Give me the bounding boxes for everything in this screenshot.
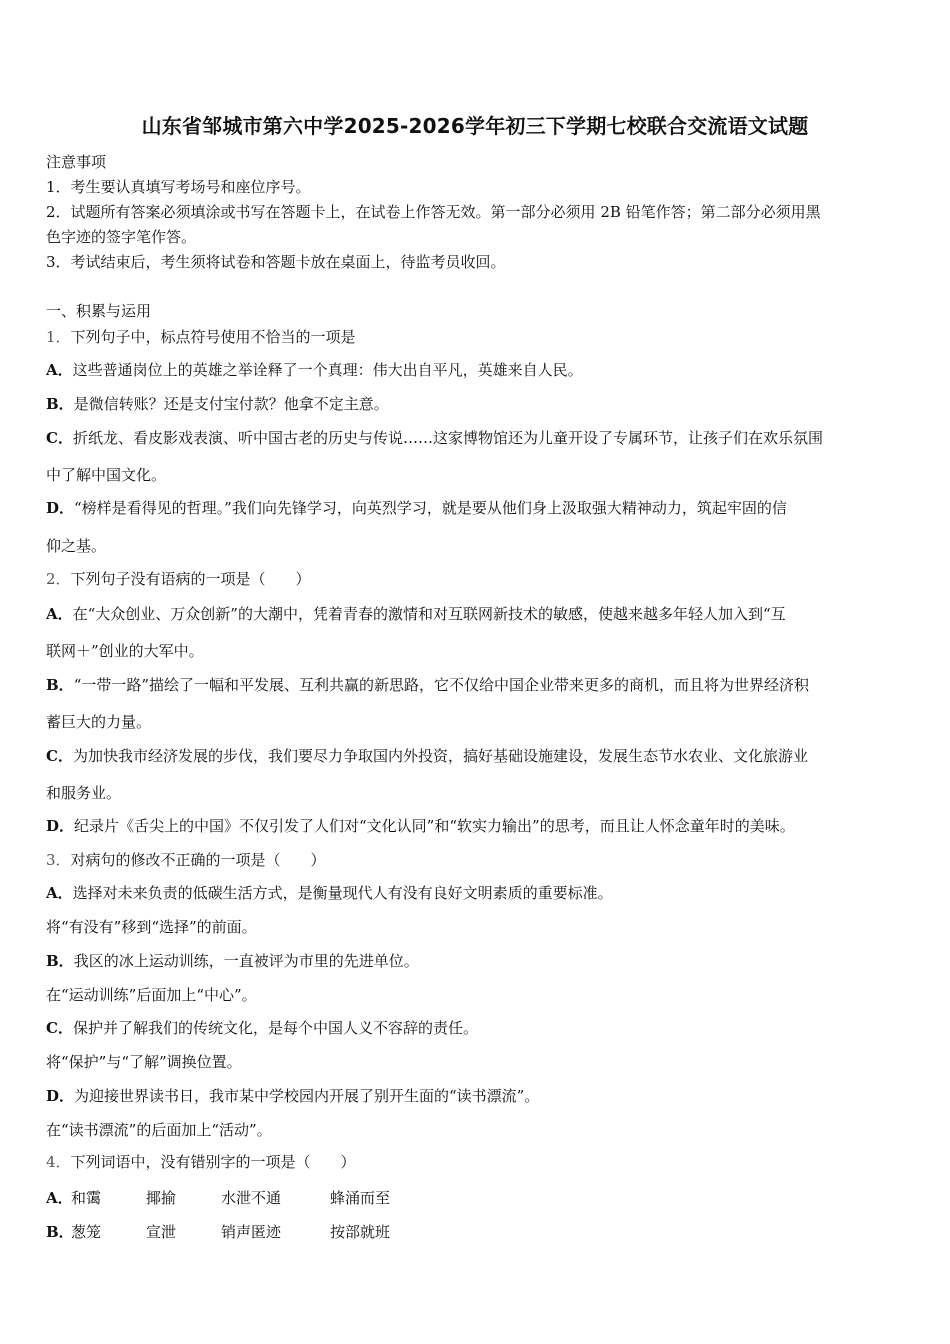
option-text: 折纸龙、看皮影戏表演、听中国古老的历史与传说……这家博物馆还为儿童开设了专属环节，让孩子们在欢乐氛围 — [72, 429, 823, 447]
option-label: B． — [46, 395, 74, 413]
q1-option-c-cont: 中了解中国文化。 — [46, 466, 167, 484]
q2-option-c — [46, 745, 908, 767]
question-number: 3． — [46, 851, 71, 869]
option-label: A． — [46, 884, 73, 902]
option-text: 为加快我市经济发展的步伐，我们要尽力争取国内外投资，搞好基础设施建设，发展生态节水农业、文化旅游业 — [72, 747, 808, 765]
option-label: D． — [46, 499, 75, 517]
page-title: 山东省邹城市第六中学2025-2026学年初三下学期七校联合交流语文试题 — [141, 114, 809, 138]
q2-option-a — [46, 603, 908, 625]
q1-option-d-cont: 仰之基。 — [46, 537, 107, 555]
option-label: C． — [46, 747, 73, 765]
option-text: 选择对未来负责的低碳生活方式，是衡量现代人有没有良好文明素质的重要标准。 — [72, 884, 613, 902]
question-text: 下列词语中，没有错别字的一项是（ ） — [70, 1153, 356, 1171]
option-text: 为迎接世界读书日，我市某中学校园内开展了别开生面的“读书漂流”。 — [74, 1087, 540, 1105]
q2-option-b-cont: 蓄巨大的力量。 — [46, 713, 152, 731]
q2-option-a-cont: 联网＋”创业的大军中。 — [46, 642, 204, 660]
option-label: A． — [46, 605, 73, 623]
q3-option-a — [46, 882, 908, 904]
option-label: C． — [46, 429, 73, 447]
question-1-stem — [46, 326, 908, 348]
option-text: “一带一路”描绘了一幅和平发展、互利共赢的新思路，它不仅给中国企业带来更多的商机，而且将为世界经济积 — [73, 676, 810, 694]
option-word: 宣泄 — [146, 1223, 177, 1241]
option-word: 葱笼 — [71, 1223, 102, 1241]
q1-option-c — [46, 427, 908, 449]
section-heading: 一、积累与运用 — [46, 302, 152, 320]
option-text: 纪录片《舌尖上的中国》不仅引发了人们对“文化认同”和“软实力输出”的思考，而且让人怀念童年时的美味。 — [74, 817, 795, 835]
option-label: C． — [46, 1019, 73, 1037]
notice-item: 2．试题所有答案必须填涂或书写在答题卡上，在试卷上作答无效。第一部分必须用 2B 铅笔作答；第二部分必须用黑 — [46, 203, 821, 221]
question-text: 下列句子中，标点符号使用不恰当的一项是 — [70, 328, 356, 346]
notice-item: 3．考试结束后，考生须将试卷和答题卡放在桌面上，待监考员收回。 — [46, 253, 506, 271]
option-text: “榜样是看得见的哲理。”我们向先锋学习，向英烈学习，就是要从他们身上汲取强大精神动力，筑起牢固的信 — [74, 499, 787, 517]
q3-option-b — [46, 950, 908, 972]
option-label: A． — [46, 1189, 73, 1207]
q3-option-b-fix: 在“运动训练”后面加上“中心”。 — [46, 986, 257, 1004]
q3-option-d-fix: 在“读书漂流”的后面加上“活动”。 — [46, 1121, 272, 1139]
q1-option-b — [46, 393, 908, 415]
q3-option-d — [46, 1085, 908, 1107]
question-3-stem — [46, 849, 908, 871]
option-word: 按部就班 — [330, 1223, 391, 1241]
q2-option-d — [46, 815, 908, 837]
q1-option-d — [46, 497, 908, 519]
q3-option-a-fix: 将“有没有”移到“选择”的前面。 — [46, 918, 257, 936]
option-label: B． — [46, 676, 74, 694]
option-label: A． — [46, 361, 73, 379]
option-word: 销声匿迹 — [221, 1223, 282, 1241]
option-text: 在“大众创业、万众创新”的大潮中，凭着青春的激情和对互联网新技术的敏感，使越来越多年轻人加入到“互 — [72, 605, 786, 623]
option-label: B． — [46, 1223, 74, 1241]
q4-option-b — [46, 1221, 908, 1243]
q2-option-b — [46, 674, 908, 696]
notice-heading: 注意事项 — [46, 153, 107, 171]
notice-item: 1．考生要认真填写考场号和座位序号。 — [46, 178, 311, 196]
question-text: 下列句子没有语病的一项是（ ） — [70, 570, 311, 588]
option-word: 水泄不通 — [221, 1189, 282, 1207]
option-text: 这些普通岗位上的英雄之举诠释了一个真理：伟大出自平凡，英雄来自人民。 — [72, 361, 583, 379]
question-2-stem — [46, 568, 908, 590]
notice-item: 色字迹的签字笔作答。 — [46, 228, 197, 246]
question-number: 2． — [46, 570, 71, 588]
option-text: 是微信转账？还是支付宝付款？他拿不定主意。 — [73, 395, 389, 413]
option-text: 我区的冰上运动训练，一直被评为市里的先进单位。 — [73, 952, 419, 970]
option-text: 保护并了解我们的传统文化，是每个中国人义不容辞的责任。 — [72, 1019, 478, 1037]
q3-option-c — [46, 1017, 908, 1039]
option-word: 和霭 — [71, 1189, 102, 1207]
option-word: 揶揄 — [146, 1189, 177, 1207]
question-number: 4． — [46, 1153, 71, 1171]
option-word: 蜂涌而至 — [330, 1189, 391, 1207]
question-number: 1． — [46, 328, 71, 346]
q1-option-a — [46, 359, 908, 381]
q4-option-a — [46, 1187, 908, 1209]
option-label: B． — [46, 952, 74, 970]
option-label: D． — [46, 817, 75, 835]
q3-option-c-fix: 将“保护”与“了解”调换位置。 — [46, 1053, 242, 1071]
option-label: D． — [46, 1087, 75, 1105]
question-4-stem — [46, 1151, 908, 1173]
question-text: 对病句的修改不正确的一项是（ ） — [70, 851, 326, 869]
q2-option-c-cont: 和服务业。 — [46, 784, 122, 802]
